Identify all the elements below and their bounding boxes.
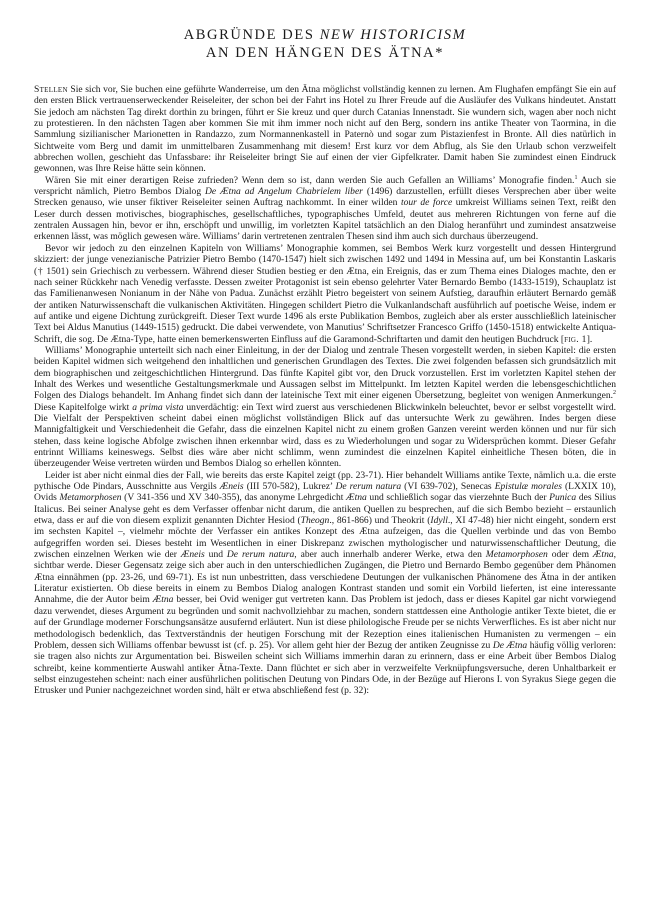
text-run: und schließlich sogar das vierzehnte Buch der	[366, 492, 550, 504]
text-run: Bevor wir jedoch zu den einzelnen Kapiteln von Williams’ Monographie kommen, sei Bembos Werk kurz vorgestellt und dessen Hintergrund skizziert: der junge venezianische Patrizier Pietro Bembo (1470-1547) hielt sich zwischen 1492 und 1494 in Messina auf, um bei Konstantin Laskaris († 1501) sein Griechisch zu verbessern. Während dieser Studien bestieg er den Ætna, ein Ereignis, das er zum Thema eines Dialoges machte, den er nach seiner Rückkehr nach Venedig verfasste. Dessen zweiter Protagonist ist sein ebenso gelehrter Vater Bernardo Bembo (1433-1519), Schauplatz ist das Familienanwesen Nonianum in der Nähe von Padua. Zunächst erzählt Pietro begeistert von seinem Aufstieg, daraufhin erläutert Bernardo gemäß der antiken Naturwissenschaft die vulkanischen Aktivitäten. Hingegen schildert Pietro die Vulkanlandschaft ausführlich auf poetische Weise, indem er auf antike und eigene Dichtung zurückgreift. Dieser Text wurde 1496 als erste Publikation Bembos, zugleich aber als erster ausschließlich lateinischer Text bei Aldus Manutius (1449-1515) gedruckt. Die dabei verwendete, von Manutius’ Schriftsetzer Francesco Griffo (1450-1518) entwickelte Antiqua-Schrift, die sog. De Ætna-Type, hatte einen bemerkenswerten Einfluss auf die Garamond-Schriftarten und damit den heutigen Buchdruck [	[34, 242, 616, 345]
text-run: häufig völlig verloren: sie tragen also nichts zur Argumentation bei. Bisweilen scheint sich Williams immerhin daran zu erinnern, dass er eine Arbeit über Bembos Dialog schreibt, keine kommentierte Auswahl antiker Ätna-Texte. Dann flüchtet er sich aber in verzweifelte Verknüpfungsversuche, deren Unhaltbarkeit er selbst einzugestehen scheint: nach einer ausführlichen politischen Deutung von Pindars Ode, in der Bezüge auf Hierons I. von Syrakus Siege gegen die Etrusker und Punier nachgezeichnet worden sind, hält er etwa abschließend fest (p. 32):	[34, 639, 616, 697]
italic-run: De Ætna	[492, 639, 528, 651]
paragraph	[34, 470, 616, 697]
italic-run: Metamorphosen	[485, 549, 548, 561]
text-run: unverdächtig: ein Text wird zuerst aus verschiedenen Blickwinkeln beleuchtet, bevor er selbst vorgestellt wird. Die Vielfalt der Perspektiven scheint dabei einen möglichst vollständigen Blick auf das untersuchte Werk zu gewähren. Indes bergen diese Mannigfaltigkeit und Verschiedenheit die Gefahr, dass die einzelnen Kapitel nicht zu einem großen Ganzen vereint werden können und nur für sich stehen, dass keine logische Abfolge zwischen ihnen erkennbar wird, dass es zu Wiederholungen und sogar zu Widersprüchen kommt. Dieser Gefahr entrinnt Williams keineswegs. Selbst dies wäre aber nicht schlimm, wenn zumindest die einzelnen Kapitel einheitliche Thesen böten, die in überzeugender Weise vertreten würden und Bembos Dialog so erhellen könnten.	[34, 401, 617, 470]
paragraph	[34, 175, 616, 243]
text-run: und	[204, 549, 227, 561]
article-body	[34, 84, 616, 697]
text-run: besser, bei Ovid weniger gut vertreten kann. Das Problem ist jedoch, dass er dieses Kapitel gar nicht vorwiegend dazu verwendet, dieses Argument zu begründen und somit nachvollziehbar zu machen, sondern stattdessen eine Anthologie antiker Texte bietet, die er auf der Grundlage moderner Forschungsansätze ausufernd erläutert. Nun ist diese philologische Freude per se nichts Verwerfliches. Es ist aber nicht nur methodologisch bedenklich, das Textverständnis der heutigen Forschung mit der Rezeption eines italienischen Humanisten zu vermengen – ein Problem, dessen sich Williams offenbar bewusst ist (cf. p. 25). Vor allem geht hier der Bezug der antiken Zeugnisse zu	[34, 594, 616, 651]
title-italic: NEW HISTORICISM	[319, 27, 467, 43]
text-run: Diese Kapitelfolge wirkt	[34, 401, 133, 413]
italic-run: Ætna	[346, 492, 367, 504]
italic-run: De rerum natura	[226, 549, 295, 561]
text-run: , aber auch innerhalb anderer Werke, etwa den	[294, 549, 486, 561]
paragraph	[34, 84, 616, 175]
text-run: ., 861-866) und Theokrit (	[329, 515, 431, 527]
text-run: Auch sie verspricht nämlich, Pietro Bembos Dialog	[34, 174, 616, 198]
text-run: Sie sich vor, Sie buchen eine geführte Wanderreise, um den Ätna möglichst vollständig kennen zu lernen. Am Flughafen empfängt Sie ein auf den ersten Blick vertrauenserweckender Reiseleiter, der schon bei der Fahrt ins Hotel zu Ihrer Freude auf die Ausläufer des Vulkans hindeutet. Anstatt Sie jedoch am nächsten Tag direkt dorthin zu bringen, führt er Sie kreuz und quer durch Catanias Innenstadt. Sie wundern sich, wagen aber noch nicht zu protestieren. In den nächsten Tagen aber kommen Sie mit ihm immer noch nicht auf den Berg, sondern ins antike Theater von Taormina, in die Sammlung sizilianischer Marionetten in Randazzo, zum Normannenkastell in Paternò und sogar zum Pistazienfest in Bronte. All dies natürlich in Sichtweite vom Berg und damit im unmittelbaren Zusammenhang mit diesem! Erst kurz vor dem Abflug, als Sie den Urlaub schon verzweifelt abbrechen wollen, geschieht das Unfassbare: ihr Reiseleiter bringt Sie auf einen der vier Gipfelkrater. Damit haben Sie zumindest einen Eindruck gewonnen, was Ihre Reise hätte sein können.	[34, 84, 616, 175]
text-run: (LXXIX 10), Ovids	[34, 481, 617, 504]
title-line-2: AN DEN HÄNGEN DES ÄTNA*	[205, 45, 445, 61]
article-title	[34, 26, 616, 62]
text-run: (VI 639-702), Senecas	[401, 481, 495, 493]
italic-run: Æneis	[180, 549, 205, 561]
italic-run: De Ætna ad Angelum Chabrielem liber	[205, 186, 363, 198]
italic-run: Ætna	[592, 549, 614, 561]
text-run: ].	[586, 333, 593, 345]
italic-run: tour de force	[400, 197, 453, 209]
italic-run: Æneis	[219, 481, 244, 493]
text-run: Leider ist aber nicht einmal dies der Fall, wie bereits das erste Kapitel zeigt (pp. 23-71). Hier behandelt Williams antike Texte, nämlich u.a. die erste pythische Ode Pindars, Ausschnitte aus Vergils	[34, 469, 616, 493]
text-run: umkreist Williams seinen Text, reißt den Leser durch dessen motivisches, biographisches, gesellschaftliches, typographisches Umfeld, deutet aus mehreren Richtungen von ferne auf die zentralen Aussagen hin, bevor er ihn, erschöpft und unwillig, im vorletzten Kapitel tatsächlich an den Dialog heranführt und zumindest ansatzweise erkennen lässt, was möglich gewesen wäre. Williams’ darin vertretenen zentralen Thesen sind ihm auch sich durchaus überzeugend.	[34, 197, 616, 243]
text-run: , sichtbar werde. Dieser Gegensatz zeige sich aber auch in den unterschiedlichen Zugängen, die Pietro und Bernardo Bembo gegenüber dem Phänomen Ætna einnähmen (pp. 23-26, und 69-71). Es ist nun unbestritten, dass verschiedene Deutungen der vulkanischen Phänomene des Ätna in der antiken Literatur existierten. Ob diese bereits in einem zu Bembos Dialog analogen Kontrast standen und somit ein Vorbild lieferten, ist eine interessante Annahme, die der Autor beim	[34, 549, 617, 606]
paragraph	[34, 345, 616, 470]
title-line-1	[34, 26, 616, 44]
text-run: ., XI 47-48) hier nicht eingeht, sondern erst im sechsten Kapitel –, vielmehr möchte der Verfasser ein antikes Konzept des Ætna aufzeigen, das die Quellen verbinde und das von Bembo aufgegriffen worden sei. Dieses besteht im Wesentlichen in einer Diskrepanz zwischen mythologischer und naturwissenschaftlicher Deutung, die zwischen einzelnen Werken wie der	[34, 515, 617, 561]
paragraph	[34, 243, 616, 345]
italic-run: Epistulæ morales	[494, 481, 562, 493]
title-prefix: ABGRÜNDE DES	[183, 27, 320, 43]
italic-run: Metamorphosen	[59, 492, 122, 504]
text-run: oder dem	[547, 549, 593, 561]
italic-run: Ætna	[152, 594, 174, 606]
text-run: des Silius Italicus. Bei seiner Analyse geht es dem Verfasser offenbar nicht darum, die antiken Quellen zu besprechen, auf die sich Bembo bezieht – erstaunlich etwa, dass er auf die von diesem explizit genannten Dichter Hesiod (	[34, 492, 616, 527]
text-run: Williams’ Monographie unterteilt sich nach einer Einleitung, in der der Dialog und zentrale Thesen vorgestellt werden, in sieben Kapitel: die ersten beiden Kapitel widmen sich weitgehend den inhaltlichen und generischen Grundlagen des Textes. Die zwei folgenden befassen sich grundsätzlich mit dem biographischen und zeitgeschichtlichen Hintergrund. Das fünfte Kapitel gibt vor, den Druck vorzustellen. Erst im vorletzten Kapitel stehen der Inhalt des Werkes und wesentliche Gestaltungsmerkmale und Aussagen selbst im Mittelpunkt. Im letzten Kapitel werden die lebensgeschichtlichen Folgen des Dialogs behandelt. Im Anhang findet sich dann der lateinische Text mit einer eigenen Übersetzung, begleitet von wenigen Anmerkungen.	[34, 344, 616, 402]
italic-run: a prima vista	[132, 401, 184, 413]
footnote-ref: 1	[574, 174, 578, 181]
text-run: (1496) darzustellen, erfüllt dieses Versprechen aber über weite Strecken genauso, wie unser fiktiver Reiseleiter seinen Auftrag nachkommt. In einer wilden	[34, 186, 616, 209]
small-caps-run: fig. 1	[564, 333, 587, 345]
italic-run: De rerum natura	[335, 481, 402, 493]
footnote-ref: 2	[613, 390, 616, 397]
small-caps-run: Stellen	[34, 84, 68, 95]
italic-run: Theogn	[300, 515, 330, 527]
italic-run: Idyll	[430, 515, 448, 527]
text-run: Wären Sie mit einer derartigen Reise zufrieden? Wenn dem so ist, dann werden Sie auch Gefallen an Williams’ Monografie finden.	[45, 174, 575, 186]
italic-run: Punica	[549, 492, 577, 504]
text-run: (V 341-356 und XV 340-355), das anonyme Lehrgedicht	[121, 492, 347, 504]
text-run: (III 570-582), Lukrez’	[243, 481, 336, 493]
